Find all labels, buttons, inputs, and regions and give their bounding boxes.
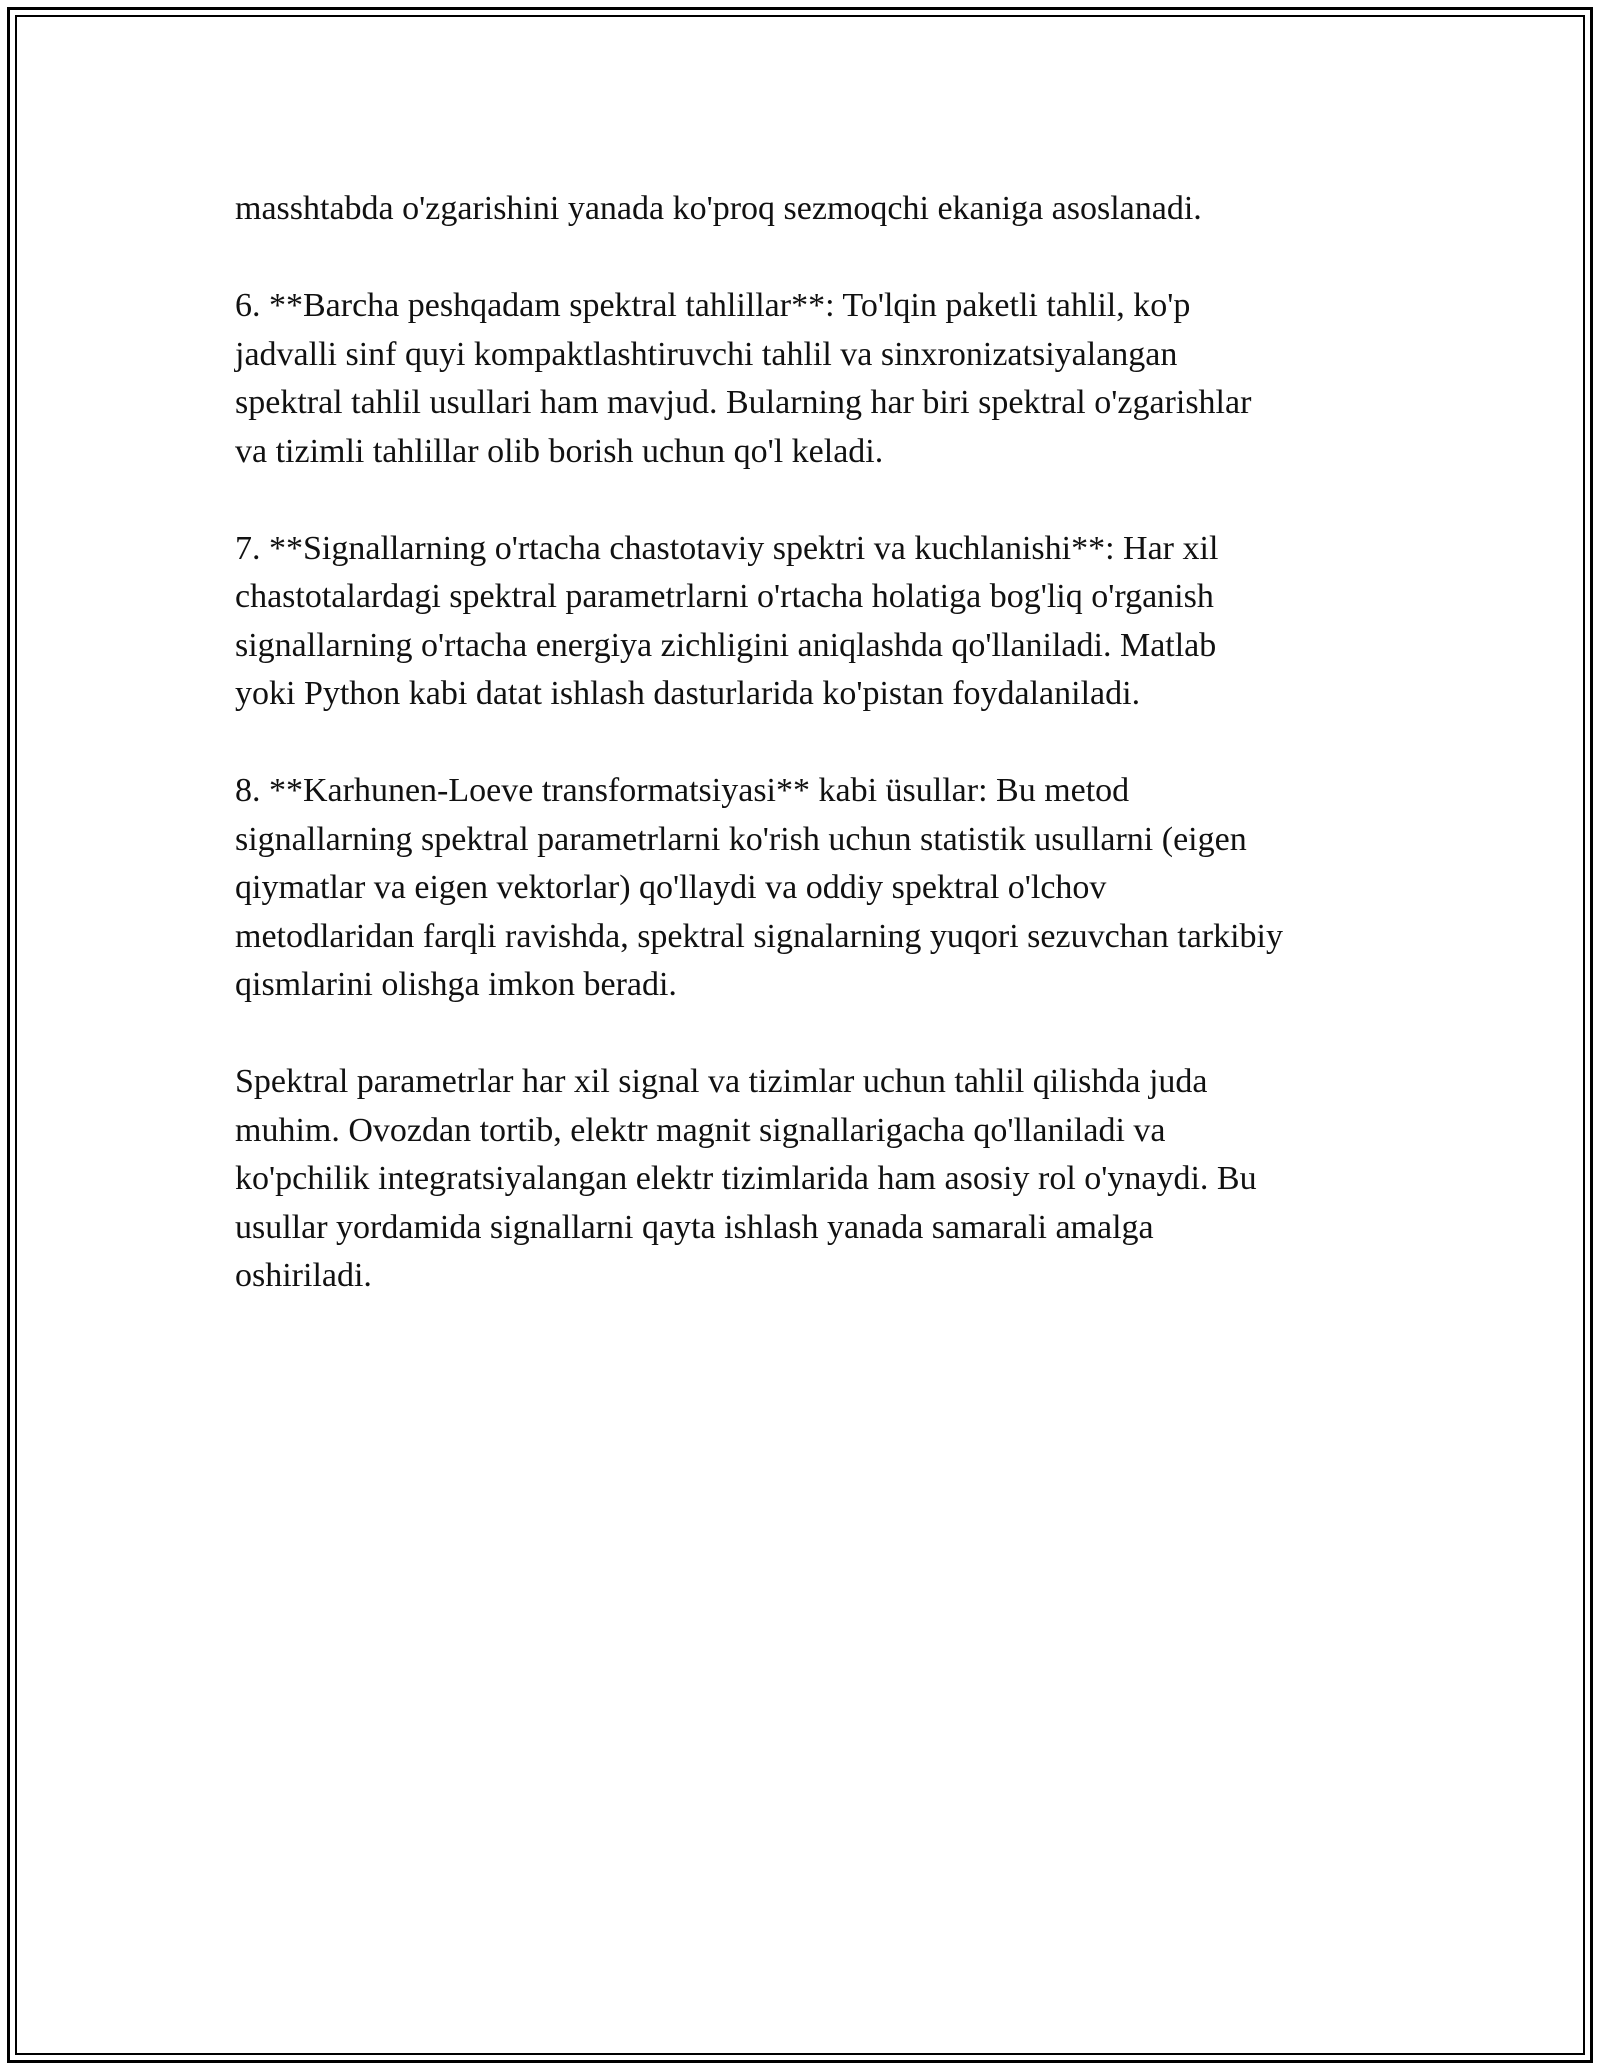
text-line: oshiriladi. xyxy=(235,1257,372,1294)
text-line: usullar yordamida signallarni qayta ishlash yanada samarali amalga xyxy=(235,1208,1154,1246)
text-line: yoki Python kabi datat ishlash dasturlarida ko'pistan foydalaniladi. xyxy=(235,675,1141,712)
text-line: chastotalardagi spektral parametrlarni o'rtacha holatiga bog'liq o'rganish xyxy=(235,578,1214,615)
text-line: spektral tahlil usullari ham mavjud. Bularning har biri spektral o'zgarishlar xyxy=(235,384,1252,421)
text-line: 7. **Signallarning o'rtacha chastotaviy spektri va kuchlanishi**: Har xil xyxy=(235,529,1219,567)
text-line: signallarning spektral parametrlarni ko'rish uchun statistik usullarni (eigen xyxy=(235,820,1247,858)
paragraph-item-6 xyxy=(235,282,1375,476)
paragraph-intro xyxy=(235,185,1375,234)
paragraph-conclusion xyxy=(235,1058,1375,1301)
paragraph-item-8 xyxy=(235,767,1375,1010)
text-line: 8. **Karhunen-Loeve transformatsiyasi** kabi üsullar: Bu metod xyxy=(235,772,1130,809)
text-line: Spektral parametrlar har xil signal va tizimlar uchun tahlil qilishda juda xyxy=(235,1063,1208,1100)
text-line: jadvalli sinf quyi kompaktlashtiruvchi tahlil va sinxronizatsiyalangan xyxy=(235,335,1178,373)
text-line: 6. **Barcha peshqadam spektral tahlillar**: To'lqin paketli tahlil, ko'p xyxy=(235,287,1191,324)
text-line: metodlaridan farqli ravishda, spektral signalarning yuqori sezuvchan tarkibiy xyxy=(235,917,1284,955)
text-line: signallarning o'rtacha energiya zichligini aniqlashda qo'llaniladi. Matlab xyxy=(235,626,1217,664)
text-line: qiymatlar va eigen vektorlar) qo'llaydi va oddiy spektral o'lchov xyxy=(235,869,1107,906)
text-line: ko'pchilik integratsiyalangan elektr tizimlarida ham asosiy rol o'ynaydi. Bu xyxy=(235,1160,1257,1197)
paragraph-item-7 xyxy=(235,525,1375,719)
text-line: qismlarini olishga imkon beradi. xyxy=(235,966,677,1003)
text-line: muhim. Ovozdan tortib, elektr magnit signallarigacha qo'llaniladi va xyxy=(235,1111,1166,1149)
text-line: masshtabda o'zgarishini yanada ko'proq sezmoqchi ekaniga asoslanadi. xyxy=(235,190,1202,227)
text-line: va tizimli tahlillar olib borish uchun qo'l keladi. xyxy=(235,432,884,470)
document-body xyxy=(235,185,1375,1301)
